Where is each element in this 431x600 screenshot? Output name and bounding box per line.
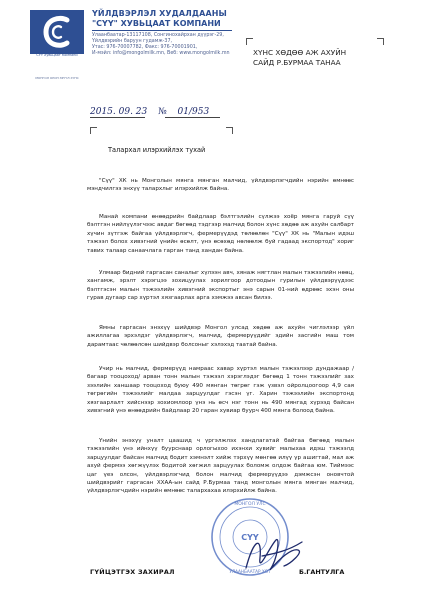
corner-mark (226, 127, 233, 134)
corner-mark (377, 38, 384, 45)
address-line: И-мэйл: info@mongolmilk.mn, Веб: www.mongolmilk.mn (92, 51, 230, 56)
reference-separator: № (158, 107, 167, 117)
milk-drop-logo-icon (30, 10, 84, 54)
number-underline (165, 117, 220, 118)
letterhead-divider (92, 30, 232, 31)
reference-date: 2015. 09. 23 (90, 107, 148, 117)
logo-subcaption: МОНГОЛ ОРОН ЭРҮҮЛ ХҮНС (35, 76, 79, 80)
recipient-line2: САЙД Р.БУРМАА ТАНАА (253, 58, 341, 67)
company-name-line1: ҮЙЛДВЭРЛЭЛ ХУДАЛДААНЫ (92, 9, 227, 18)
reference-number: 01/953 (177, 107, 210, 117)
corner-mark (90, 127, 97, 134)
body-paragraph: "Сүү" ХК нь Монголын мянга мянган малчид, үйлдвэрлэгчдийн нэрийн өмнөөс мэндчилгээ энхүү талархлыг илэрхийлж байна. (87, 178, 354, 193)
body-paragraph: Учир нь малчид, фермерүүд намраас хавар хүртэл малын тэжээлээр дундажаар /багаар тооцоход/ арван тонн малын тэжээл хэрэглэдэг бөгөөд 1 тонн тэжээлийг зах зээлийн ханшаар тооцоход буюу 490 мянган төгрөг гэж үзвэл ойролцоогоор 4,9 сая төгрөгийн тэжээлийг малдаа зарцуулдаг гэсэн үг. Харин тэжээлийн экспортонд хязгаарлалт хийснээр зохиомлоор үнэ нь өсч нэг тонн нь 490 мянгад хүрээд байсан хивэгний үнэ өнөөдрийн байдлаар 20 гаран хувиар буурч 400 мянга болоод байна. (87, 366, 354, 415)
signer-title: ГҮЙЦЭТГЭХ ЗАХИРАЛ (90, 568, 175, 576)
recipient-line1: ХҮНС ХӨДӨӨ АЖ АХУЙН (253, 48, 347, 57)
address-line: Үйлдвэрийн баруун гудамж-37, (92, 39, 173, 44)
body-paragraph: Ямны гаргасан энэхүү шийдвэр Монгол улсад хөдөө аж ахуйн чиглэлээр үйл ажиллагаа эрхэлдэг үйлдвэрлэгч, малчид, фермерүүдийг эдийн засгийн маш том дарамтаас чөлөөлсөн шийдвэр болсоныг хэлэхэд таатай байна. (87, 325, 354, 348)
stamp-bottom-text: УЛААНБААТАР ХОТ (229, 569, 271, 574)
reference-line (90, 107, 209, 117)
stamp-top-text: МОНГОЛ УЛС (234, 502, 266, 507)
body-paragraph: Үнийн энэхүү уналт цаашид ч үргэлжлэх хандлагатай байгаа бөгөөд малын тэжээлийн үнэ ийнхүү буурснаар орлогыхоо ихэнхи хувийг малыхаа идэш тэжээлд зарцуулдаг байсан малчид бодит хэмнэлт хийж тэрхүү мөнгөө илүү үр ашигтай, мал аж ахуй фермээ хөгжүүлэх бодитой хөгжил зарцуулах боломж олдож байгаа юм. Тиймээс цаг үеэ олсон, үйлдвэрлэгчид болон малчид фермерүүдээ дэмжсэн оновчтой шийдвэрийг гаргасан ХХАА-ын сайд Р.Бурмаа танд монголын мянга мянган малчид, үйлдвэрлэгчдийн нэрийн өмнөөс талархахаа илэрхийлж байна. (87, 438, 354, 495)
stamp-center-text: СҮҮ (241, 533, 259, 542)
body-paragraph: Улмаар бидний гаргасан саналыг хүлээн авч, хянаж нягтлан малын тэжээлийн нөөц, хангамж, эрэлт хэрэгцээ зохицуулах зорилгоор дотоодын гурилын үйлдвэрүүдээс бэлтгэсэн малын тэжээлийн хивэгний экспортыг энэ сарын 01-ний өдрөөс эхэн оны гурав дугаар сар хүртэл хязгаарлах арга хэмжээ авсан билээ. (87, 270, 354, 302)
logo-caption: СҮҮ Хувьцаат Компани (36, 53, 78, 57)
company-logo (30, 10, 84, 54)
corner-mark (246, 38, 253, 45)
date-underline (90, 117, 145, 118)
address-line: Утас: 976-70007782, Факс: 976-70001901, (92, 45, 198, 50)
company-name-line2: "СҮҮ" ХУВЬЦААТ КОМПАНИ (92, 19, 221, 28)
letter-subject: Талархал илэрхийлэх тухай (108, 146, 206, 154)
body-paragraph: Манай компани өнөөдрийн байдлаар бэлтгэлийн сүлжээ хоёр мянга гаруй сүү бэлтгэн нийлүүлэгчээс авдаг бөгөөд тэдгээр малчид болон хүнс хөдөө аж ахуйн салбарт хүчин зүтгэж байгаа үйлдвэрлэгч, фермерүүдэд төлөөлөн "Сүү" ХК нь "Малын идэш тэжээл болох хивэгний үнийн өсөлт, үнэ өсөхөд нөлөөлж буй гадаад экспортод" хориг тавих талаар санаачлага гарган танд хандан байна. (87, 214, 354, 254)
signer-name: Б.ГАНТУЛГА (299, 568, 345, 576)
address-line: Улаанбаатар-13117108, Сонгинохайрхан дүүрэг-29, (92, 33, 224, 38)
